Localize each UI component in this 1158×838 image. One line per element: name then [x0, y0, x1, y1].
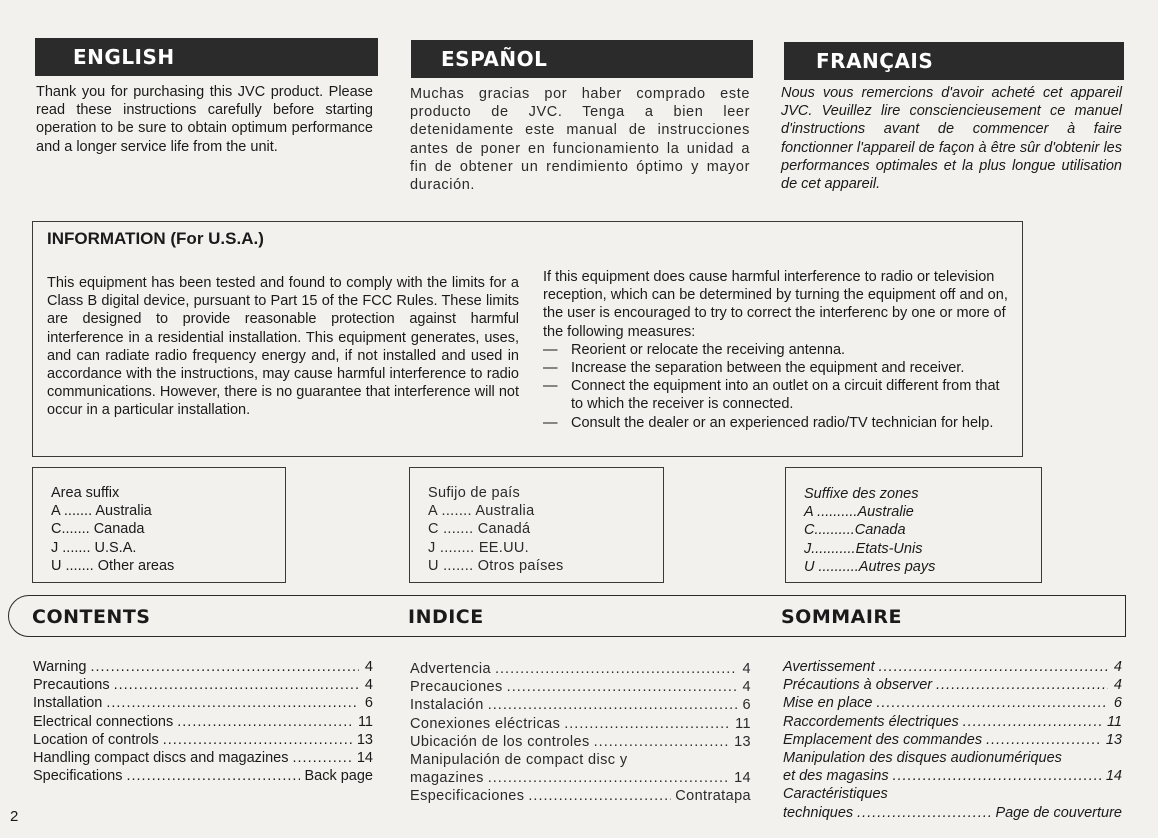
measure-item: — Reorient or relocate the receiving antenna. — [543, 341, 1013, 359]
toc-entry[interactable] — [410, 696, 751, 714]
contents-heading-english: CONTENTS — [32, 606, 151, 628]
toc-label: Précautions à observer — [783, 677, 933, 694]
information-left-text: This equipment has been tested and found to comply with the limits for a Class B digital device, pursuant to Part 15 of the FCC Rules. These limits are designed to provide reasonable protection against harmful interference in a residential installation. This equipment generates, uses, and can radiate radio frequency energy and, if not installed and used in accordance with the instructions, may cause harmful interference to radio communications. However, there is no guarantee that interference will not occur in a particular installation. — [47, 275, 519, 419]
toc-entry[interactable] — [33, 676, 373, 694]
toc-page: 14 — [356, 750, 373, 767]
toc-page: 11 — [357, 713, 373, 730]
contents-header-frame — [8, 595, 1126, 637]
toc-entry[interactable] — [783, 767, 1122, 785]
toc-label: Electrical connections — [33, 713, 174, 730]
toc-page: 4 — [364, 659, 373, 675]
toc-label: Advertencia — [410, 661, 491, 677]
area-suffix-box-francais — [785, 467, 1042, 583]
suffix-row: J ....... U.S.A. — [51, 539, 137, 556]
toc-entry[interactable] — [783, 804, 1122, 822]
suffix-row: J ........ EE.UU. — [428, 539, 529, 556]
toc-label: Avertissement — [783, 659, 875, 675]
suffix-row: U ....... Otros países — [428, 557, 564, 574]
toc-entry[interactable] — [410, 769, 751, 787]
measure-item: — Consult the dealer or an experienced radio/TV technician for help. — [543, 414, 1013, 432]
toc-entry[interactable] — [783, 713, 1122, 731]
toc-entry[interactable] — [783, 694, 1122, 712]
toc-page: 4 — [742, 661, 751, 677]
toc-page: 14 — [734, 770, 751, 787]
information-right-column — [543, 268, 1013, 432]
toc-label: Handling compact discs and magazines — [33, 750, 289, 767]
toc-label: et des magasins — [783, 768, 889, 785]
suffix-title: Sufijo de país — [428, 485, 521, 501]
toc-espanol — [410, 660, 751, 806]
toc-label: techniques — [783, 804, 854, 821]
toc-page: 4 — [364, 677, 373, 694]
english-header: ENGLISH — [35, 38, 378, 76]
toc-english — [33, 658, 373, 785]
toc-label: Conexiones eléctricas — [410, 715, 561, 732]
toc-page: 4 — [742, 679, 751, 696]
toc-page: 11 — [735, 715, 751, 732]
english-intro: Thank you for purchasing this JVC product. Please read these instructions carefully before starting operation to be sure to obtain optimum performance and a longer service life from the unit. — [36, 84, 373, 155]
area-suffix-box-espanol — [409, 467, 664, 583]
toc-page: 11 — [1106, 713, 1122, 730]
toc-page: Contratapa — [675, 788, 751, 805]
toc-francais — [783, 658, 1122, 822]
toc-entry[interactable] — [410, 715, 751, 733]
contents-heading-francais: SOMMAIRE — [781, 606, 903, 628]
toc-label: Warning — [33, 659, 87, 675]
francais-header: FRANÇAIS — [784, 42, 1124, 80]
toc-label: Ubicación de los controles — [410, 733, 590, 750]
suffix-row: A ....... Australia — [428, 503, 535, 520]
suffix-row: A ....... Australia — [51, 503, 152, 520]
toc-entry[interactable] — [33, 713, 373, 731]
toc-label: Precauciones — [410, 679, 503, 696]
toc-label: Mise en place — [783, 695, 873, 712]
toc-page: 14 — [1105, 768, 1122, 785]
toc-entry[interactable] — [33, 749, 373, 767]
francais-intro: Nous vous remercions d'avoir acheté cet appareil JVC. Veuillez lire consciencieusement ce manuel d'instructions avant de commencer à faire fonctionner l'appareil de façon à être sûr d'obtenir les performances optimales et la plus longue utilisation de cet appareil. — [781, 85, 1122, 193]
information-title: INFORMATION (For U.S.A.) — [47, 229, 264, 248]
toc-label: Raccordements électriques — [783, 713, 959, 730]
toc-entry[interactable] — [410, 660, 751, 678]
toc-page: 4 — [1113, 659, 1122, 675]
toc-entry[interactable] — [33, 731, 373, 749]
toc-label: Emplacement des commandes — [783, 731, 983, 748]
toc-label: Instalación — [410, 697, 484, 714]
suffix-row: U ..........Autres pays — [804, 558, 936, 575]
toc-entry[interactable] — [410, 787, 751, 805]
espanol-header: ESPAÑOL — [411, 40, 753, 78]
suffix-row: C..........Canada — [804, 522, 906, 539]
toc-page: 6 — [364, 695, 373, 712]
page-number: 2 — [10, 808, 19, 825]
suffix-title: Area suffix — [51, 485, 120, 501]
toc-label: Specifications — [33, 768, 123, 785]
toc-entry[interactable] — [783, 731, 1122, 749]
toc-page: 4 — [1113, 677, 1122, 694]
toc-entry[interactable] — [410, 678, 751, 696]
toc-label-line1[interactable]: Manipulation des disques audionumériques — [783, 750, 1062, 767]
suffix-row: J...........Etats-Unis — [804, 540, 923, 557]
toc-entry[interactable] — [33, 767, 373, 785]
toc-label: Location of controls — [33, 731, 159, 748]
measure-item: — Connect the equipment into an outlet on a circuit different from that to which the receiver is connected. — [543, 377, 1013, 413]
toc-entry[interactable] — [33, 658, 373, 676]
suffix-row: U ....... Other areas — [51, 557, 175, 574]
toc-label-line1[interactable]: Caractéristiques — [783, 786, 888, 803]
toc-entry[interactable] — [410, 733, 751, 751]
toc-page: Back page — [304, 768, 373, 785]
toc-page: 6 — [1113, 695, 1122, 712]
espanol-intro: Muchas gracias por haber comprado este producto de JVC. Tenga a bien leer detenidamente este manual de instrucciones antes de poner en funcionamiento la unidad a fin de obtener un rendimiento óptimo y mayor duración. — [410, 86, 750, 194]
toc-label: Especificaciones — [410, 788, 525, 805]
measures-list — [543, 341, 1013, 432]
toc-label: magazines — [410, 770, 484, 787]
toc-page: 13 — [734, 733, 751, 750]
area-suffix-box-english — [32, 467, 286, 583]
toc-entry[interactable] — [33, 694, 373, 712]
toc-entry[interactable] — [783, 658, 1122, 676]
contents-heading-espanol: INDICE — [408, 606, 484, 628]
information-right-intro: If this equipment does cause harmful interference to radio or television reception, which can be determined by turning the equipment off and on, the user is encouraged to try to correct the interferenc by one or more of the following measures: — [543, 269, 1008, 340]
toc-page: 13 — [356, 731, 373, 748]
toc-page: 6 — [742, 697, 751, 714]
suffix-row: C ....... Canadá — [428, 521, 531, 538]
toc-label: Installation — [33, 695, 103, 712]
toc-entry[interactable] — [783, 676, 1122, 694]
measure-item: — Increase the separation between the equipment and receiver. — [543, 359, 1013, 377]
toc-label: Precautions — [33, 677, 110, 694]
fcc-information-box — [32, 221, 1023, 457]
suffix-row: C....... Canada — [51, 521, 145, 538]
suffix-row: A ..........Australie — [804, 504, 914, 521]
toc-label-line1[interactable]: Manipulación de compact disc y — [410, 752, 628, 769]
toc-page: 13 — [1105, 731, 1122, 748]
suffix-title: Suffixe des zones — [804, 486, 919, 502]
toc-page: Page de couverture — [995, 804, 1122, 821]
